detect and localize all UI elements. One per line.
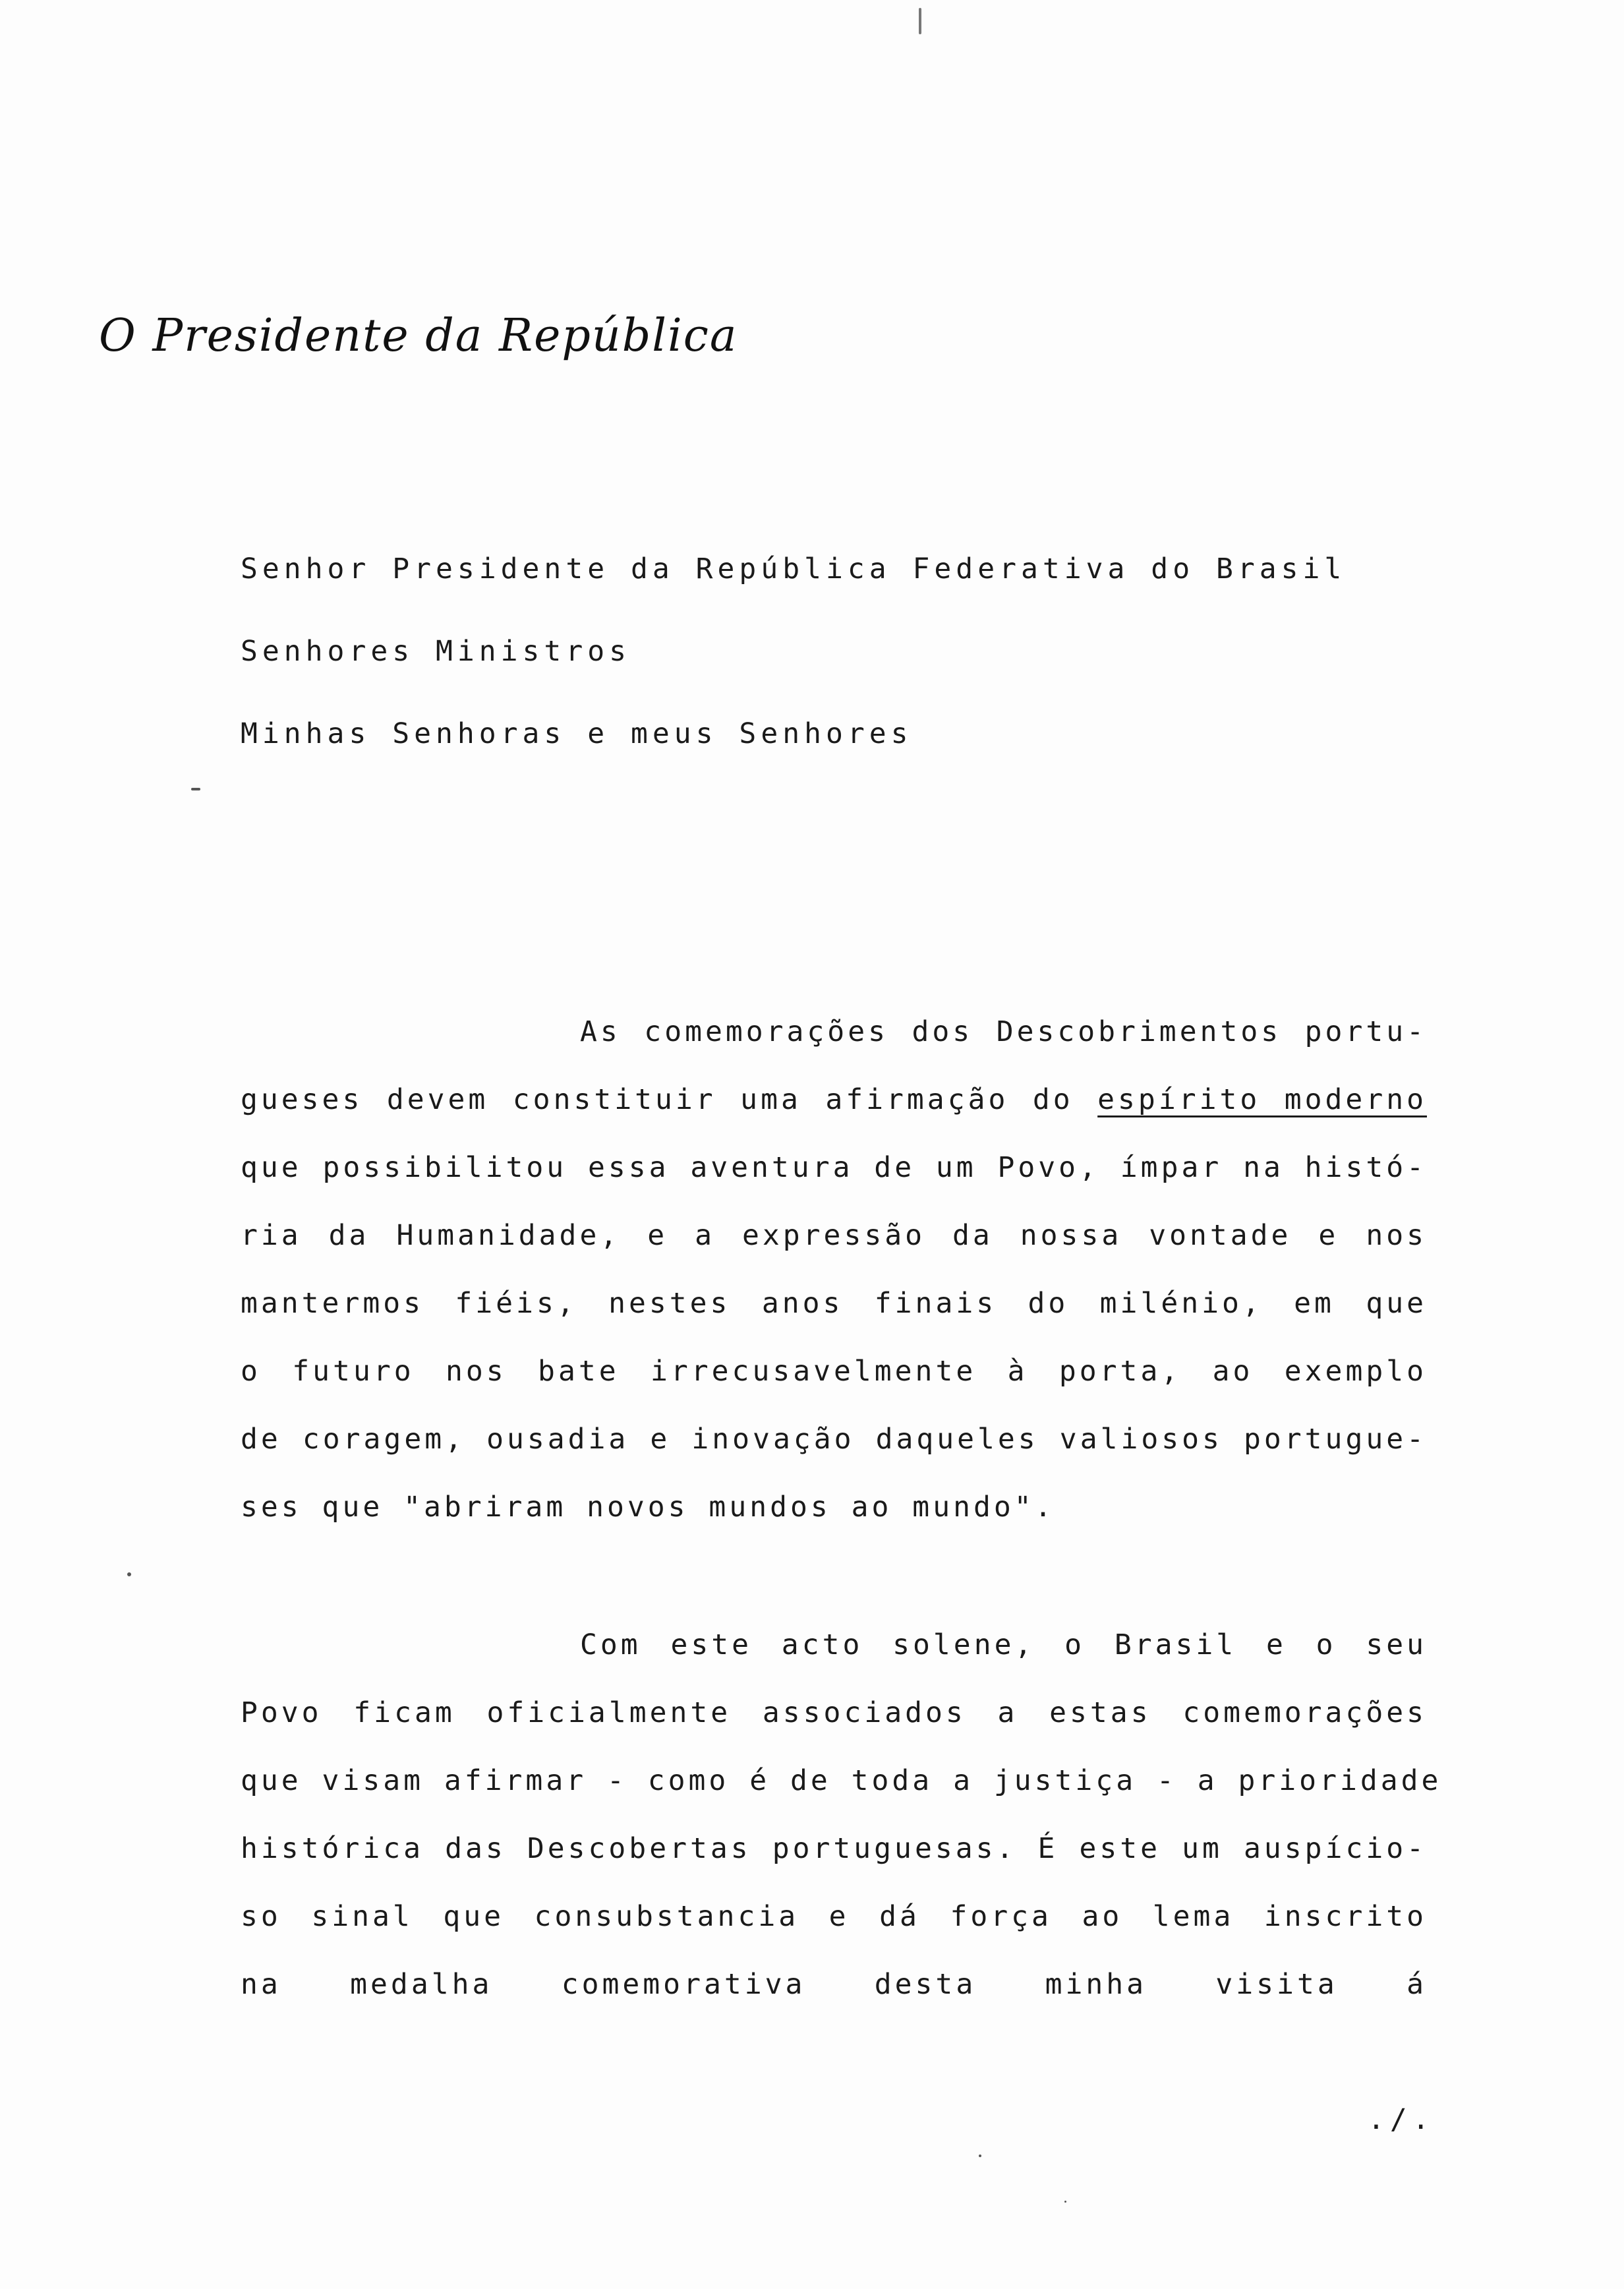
paragraph-1-line-6: o futuro nos bate irrecusavelmente à porta, ao exemplo (241, 1355, 1427, 1388)
paragraph-2-line-2: Povo ficam oficialmente associados a estas comemorações (241, 1696, 1427, 1729)
paragraph-1-line-1: As comemorações dos Descobrimentos portu- (580, 1015, 1427, 1048)
paragraph-2-line-5: so sinal que consubstancia e dá força ao lema inscrito (241, 1900, 1427, 1933)
scan-speck (191, 788, 200, 790)
scan-speck (127, 1572, 131, 1576)
scan-speck (1064, 2201, 1066, 2203)
salutation-line-2: Senhores Ministros (241, 635, 631, 668)
paragraph-2-line-6: na medalha comemorativa desta minha visita á (241, 1968, 1427, 2001)
underlined-phrase: espírito moderno (1097, 1083, 1427, 1116)
paragraph-1-line-3: que possibilitou essa aventura de um Povo, ímpar na histó- (241, 1151, 1427, 1184)
letterhead-title: O Presidente da República (99, 310, 738, 362)
paragraph-1-line-2 (241, 1083, 1427, 1116)
paragraph-2-line-4: histórica das Descobertas portuguesas. É este um auspício- (241, 1832, 1427, 1865)
paragraph-1-line-7: de coragem, ousadia e inovação daqueles valiosos portugue- (241, 1423, 1427, 1456)
paragraph-1-line-5: mantermos fiéis, nestes anos finais do milénio, em que (241, 1287, 1427, 1320)
paragraph-1-line-8: ses que "abriram novos mundos ao mundo". (241, 1491, 1055, 1524)
scan-speck (979, 2155, 981, 2157)
page-continuation-mark: ./. (1368, 2103, 1435, 2136)
scan-speck (919, 8, 921, 34)
paragraph-2-line-1: Com este acto solene, o Brasil e o seu (580, 1628, 1427, 1661)
paragraph-1-line-2-text: gueses devem constituir uma afirmação do (241, 1083, 1098, 1116)
salutation-line-1: Senhor Presidente da República Federativa do Brasil (241, 552, 1347, 585)
salutation-line-3: Minhas Senhoras e meus Senhores (241, 717, 913, 750)
paragraph-1-line-4: ria da Humanidade, e a expressão da nossa vontade e nos (241, 1219, 1427, 1252)
paragraph-2-line-3: que visam afirmar - como é de toda a justiça - a prioridade (241, 1764, 1442, 1797)
